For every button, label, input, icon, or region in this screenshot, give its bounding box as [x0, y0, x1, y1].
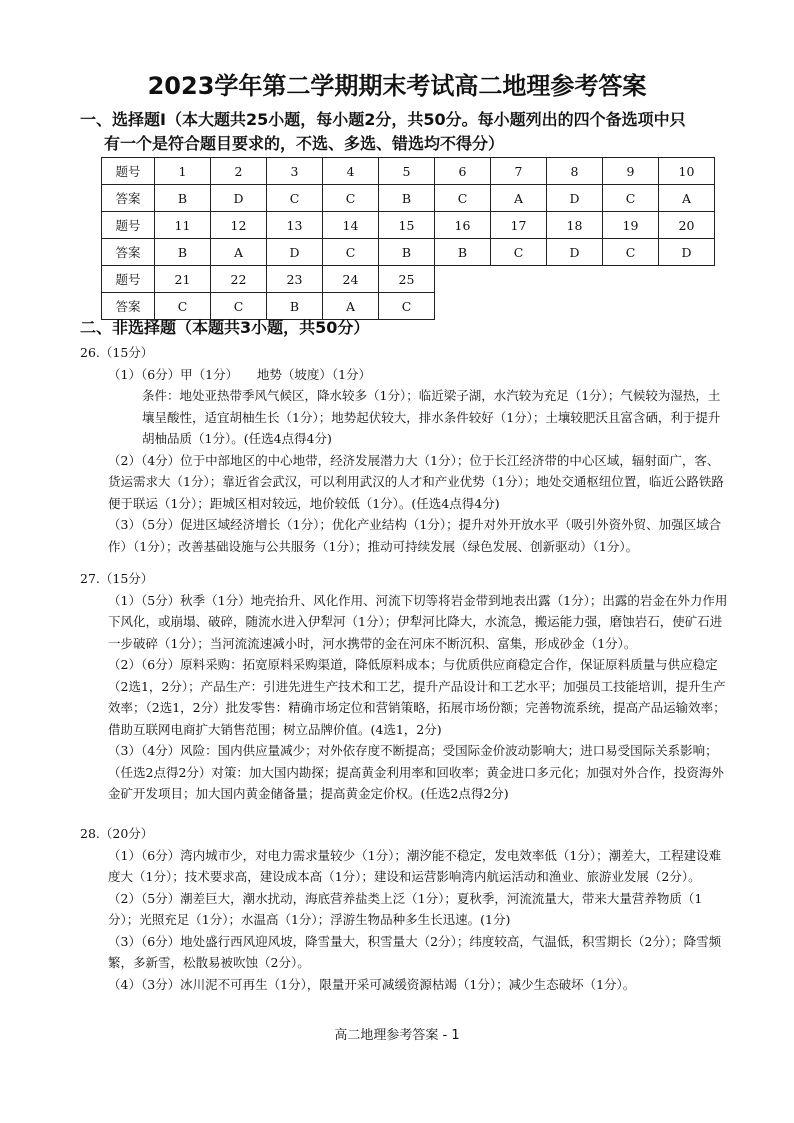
- answer-cell: C: [379, 293, 435, 320]
- answer-row: [102, 239, 715, 266]
- question-26-part-1-body: 条件：地处亚热带季风气候区，降水较多（1分）；临近梁子湖，水汽较为充足（1分）；气候较为湿热，土壤呈酸性，适宜胡柚生长（1分）；地势起伏较大，排水条件较好（1分）；土壤较肥沃且富含硒，利于提升胡柚品质（1分）。(任选4点得4分): [142, 388, 721, 446]
- empty-cell: [435, 266, 491, 293]
- answer-cell: B: [155, 185, 211, 212]
- question-number-cell: 11: [155, 212, 211, 239]
- question-number-cell: 12: [211, 212, 267, 239]
- question-28-part-3: （3）（6分）地处盛行西风迎风坡，降雪量大，积雪量大（2分）；纬度较高，气温低，积雪期长（2分）；降雪频繁，多新雪，松散易被吹蚀（2分）。: [108, 933, 722, 970]
- answer-cell: D: [547, 239, 603, 266]
- question-number-cell: 8: [547, 158, 603, 185]
- question-26: [80, 342, 730, 557]
- answer-cell: A: [323, 293, 379, 320]
- question-number-cell: 4: [323, 158, 379, 185]
- question-27-part-1: （1）（5分）秋季（1分）地壳抬升、风化作用、河流下切等将岩金带到地表出露（1分）；出露的岩金在外力作用下风化，或崩塌、破碎，随流水进入伊犁河（1分）；伊犁河比降大，水流急，搬运能力强，磨蚀岩石，使矿石进一步破碎（1分）；当河流流速减小时，河水携带的金在河床不断沉积、富集，形成砂金（1分）。: [108, 592, 728, 651]
- answer-label: 答案: [102, 185, 155, 212]
- section-nonchoice-heading: 二、非选择题（本题共3小题，共50分）: [80, 318, 370, 337]
- question-number-cell: 20: [659, 212, 715, 239]
- section-choice-line1: 一、选择题Ⅰ（本大题共25小题，每小题2分，共50分。每小题列出的四个备选项中只: [80, 110, 686, 129]
- question-label: 题号: [102, 212, 155, 239]
- answer-cell: A: [211, 239, 267, 266]
- question-26-part-1-head: （1）（6分）甲（1分） 地势（坡度）（1分）: [108, 366, 372, 382]
- answer-cell: C: [603, 185, 659, 212]
- answer-cell: C: [211, 293, 267, 320]
- question-number-cell: 3: [267, 158, 323, 185]
- question-number-cell: 5: [379, 158, 435, 185]
- answer-cell: B: [435, 239, 491, 266]
- question-28-part-4: （4）（3分）冰川泥不可再生（1分），限量开采可减缓资源枯竭（1分）；减少生态破坏（1分）。: [108, 976, 636, 992]
- question-number-cell: 23: [267, 266, 323, 293]
- question-number-cell: 17: [491, 212, 547, 239]
- question-number-cell: 16: [435, 212, 491, 239]
- question-label: 题号: [102, 158, 155, 185]
- answer-cell: D: [267, 239, 323, 266]
- question-number-cell: 2: [211, 158, 267, 185]
- section-choice-heading: [80, 108, 730, 156]
- question-row: [102, 266, 715, 293]
- answer-cell: B: [379, 185, 435, 212]
- answer-cell: D: [211, 185, 267, 212]
- answer-cell: C: [435, 185, 491, 212]
- answer-cell: C: [267, 185, 323, 212]
- answer-cell: C: [323, 185, 379, 212]
- question-28-header: 28.（20分）: [80, 826, 154, 841]
- question-row: [102, 158, 715, 185]
- answer-cell: C: [603, 239, 659, 266]
- question-number-cell: 9: [603, 158, 659, 185]
- answer-cell: A: [491, 185, 547, 212]
- question-27-header: 27.（15分）: [80, 571, 154, 586]
- empty-cell: [603, 266, 659, 293]
- page-footer: 高二地理参考答案 - 1: [334, 1028, 460, 1043]
- question-label: 题号: [102, 266, 155, 293]
- answer-cell: C: [323, 239, 379, 266]
- question-number-cell: 18: [547, 212, 603, 239]
- question-28: [80, 823, 730, 995]
- empty-cell: [491, 266, 547, 293]
- answer-cell: C: [491, 239, 547, 266]
- question-number-cell: 25: [379, 266, 435, 293]
- answer-cell: D: [659, 239, 715, 266]
- question-number-cell: 13: [267, 212, 323, 239]
- question-number-cell: 14: [323, 212, 379, 239]
- answer-label: 答案: [102, 239, 155, 266]
- question-row: [102, 212, 715, 239]
- answer-cell: D: [547, 185, 603, 212]
- question-number-cell: 24: [323, 266, 379, 293]
- answer-cell: B: [155, 239, 211, 266]
- section-choice-line2: 有一个是符合题目要求的，不选、多选、错选均不得分）: [104, 134, 505, 153]
- answer-table: [101, 157, 715, 320]
- answer-cell: B: [379, 239, 435, 266]
- answer-cell: A: [659, 185, 715, 212]
- question-28-part-2: （2）（5分）潮差巨大，潮水扰动，海底营养盐类上泛（1分）；夏秋季，河流流量大，带来大量营养物质（1分）；光照充足（1分）；水温高（1分）；浮游生物品种多生长迅速。(1分): [108, 890, 703, 927]
- question-27-part-3: （3）（4分）风险：国内供应量减少；对外依存度不断提高；受国际金价波动影响大；进口易受国际关系影响；（任选2点得2分）对策：加大国内勘探；提高黄金利用率和回收率；黄金进口多元化；加强对外合作，投资海外金矿开发项目；加大国内黄金储备量；提高黄金定价权。(任选2点得2分): [108, 743, 724, 801]
- question-28-part-1: （1）（6分）湾内城市少，对电力需求量较少（1分）；潮汐能不稳定，发电效率低（1分）；潮差大，工程建设难度大（1分）；技术要求高，建设成本高（1分）；建设和运营影响湾内航运活动和渔业、旅游业发展（2分）。: [108, 847, 722, 884]
- question-number-cell: 22: [211, 266, 267, 293]
- page-title: 2023学年第二学期期末考试高二地理参考答案: [147, 72, 647, 100]
- answer-row: [102, 185, 715, 212]
- question-number-cell: 15: [379, 212, 435, 239]
- question-27-part-2: （2）（6分）原料采购：拓宽原料采购渠道，降低原料成本；与优质供应商稳定合作，保证原料质量与供应稳定（2选1，2分）；产品生产：引进先进生产技术和工艺，提升产品设计和工艺水平；加强员工技能培训，提升生产效率；（2选1，2分）批发零售：精确市场定位和营销策略，拓展市场份额；完善物流系统，提高产品运输效率；借助互联网电商扩大销售范围；树立品牌价值。(4选1，2分): [108, 657, 726, 737]
- answer-label: 答案: [102, 293, 155, 320]
- question-26-part-2: （2）（4分）位于中部地区的中心地带，经济发展潜力大（1分）；位于长江经济带的中心区域，辐射面广，客、货运需求大（1分）；靠近省会武汉，可以利用武汉的人才和产业优势（1分）；地处交通枢纽位置，临近公路铁路便于联运（1分）；距城区相对较远，地价较低（1分）。(任选4点得4分): [108, 452, 724, 511]
- question-number-cell: 10: [659, 158, 715, 185]
- question-number-cell: 6: [435, 158, 491, 185]
- answer-cell: C: [155, 293, 211, 320]
- question-number-cell: 21: [155, 266, 211, 293]
- answer-cell: B: [267, 293, 323, 320]
- question-number-cell: 19: [603, 212, 659, 239]
- empty-cell: [547, 266, 603, 293]
- question-number-cell: 7: [491, 158, 547, 185]
- question-26-part-1: [80, 364, 730, 450]
- question-26-part-3: （3）（5分）促进区域经济增长（1分）；优化产业结构（1分）；提升对外开放水平（吸引外资外贸、加强区域合作）（1分）；改善基础设施与公共服务（1分）；推动可持续发展（绿色发展、创新驱动）（1分）。: [108, 517, 722, 554]
- empty-cell: [659, 266, 715, 293]
- question-26-header: 26.（15分）: [80, 345, 154, 360]
- question-27: [80, 568, 730, 805]
- question-number-cell: 1: [155, 158, 211, 185]
